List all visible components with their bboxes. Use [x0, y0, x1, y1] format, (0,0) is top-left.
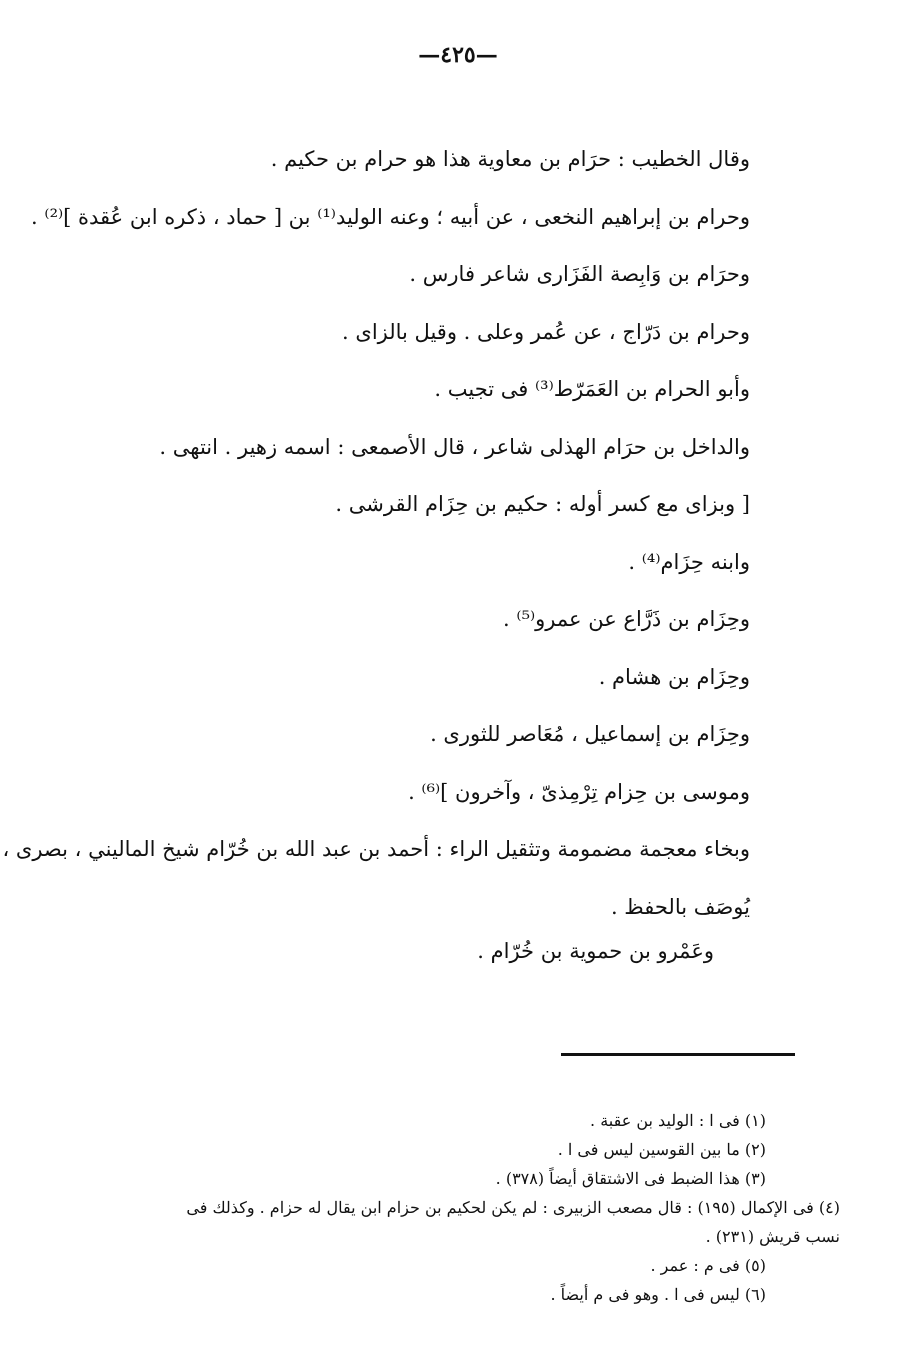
- footnote: (١) فى ا : الوليد بن عقبة .: [590, 1111, 766, 1130]
- text-line: وحرام بن إبراهيم النخعى ، عن أبيه ؛ وعنه الوليد⁽¹⁾ بن [ حماد ، ذكره ابن عُقدة ]⁽²⁾ .: [31, 204, 750, 229]
- text-line: والداخل بن حرَام الهذلى شاعر ، قال الأصمعى : اسمه زهير . انتهى .: [159, 434, 750, 459]
- footnote-divider: [561, 1053, 795, 1056]
- text-line: وموسى بن حِزام تِرْمِذىّ ، وآخرون ]⁽⁶⁾ .: [408, 779, 750, 804]
- text-line: وحِزَام بن ذَرَّاع عن عمرو⁽⁵⁾ .: [503, 607, 750, 631]
- text-line: وبخاء معجمة مضمومة وتثقيل الراء : أحمد بن عبد الله بن خُرّام شيخ الماليني ، بصرى ،: [2, 837, 750, 861]
- footnote: (٦) ليس فى ا . وهو فى م أيضاً .: [550, 1285, 766, 1304]
- main-text: [2, 134, 750, 983]
- text-line: وأبو الحرام بن العَمَرّط⁽³⁾ فى تجيب .: [434, 377, 750, 401]
- text-line: وعَمْرو بن حموية بن خُرّام .: [477, 938, 714, 963]
- text-line: وحرام بن دَرّاج ، عن عُمر وعلى . وقيل بالزاى .: [342, 319, 750, 344]
- footnotes: [66, 1106, 840, 1309]
- footnote: (٥) فى م : عمر .: [650, 1256, 766, 1275]
- text-line: وقال الخطيب : حرَام بن معاوية هذا هو حرام بن حكيم .: [270, 147, 750, 171]
- text-line: [ وبزاى مع كسر أوله : حكيم بن حِزَام القرشى .: [335, 492, 750, 516]
- text-line: وحِزَام بن إسماعيل ، مُعَاصر للثورى .: [430, 722, 750, 746]
- page-number: —٤٢٥—: [418, 42, 498, 68]
- footnote: (٢) ما بين القوسين ليس فى ا .: [557, 1140, 766, 1159]
- footnote: (٤) فى الإكمال (١٩٥) : قال مصعب الزبيرى : لم يكن لحكيم بن حزام ابن يقال له حزام . وكذلك فى: [186, 1198, 840, 1217]
- text-line: وحرَام بن وَابِصة الفَزَارى شاعر فارس .: [409, 262, 750, 286]
- footnote-continuation: نسب قريش (٢٣١) .: [705, 1227, 840, 1246]
- text-line: وحِزَام بن هشام .: [598, 664, 750, 689]
- text-line: يُوصَف بالحفظ .: [610, 894, 750, 919]
- text-line: وابنه حِزَام⁽⁴⁾ .: [628, 549, 750, 574]
- footnote: (٣) هذا الضبط فى الاشتقاق أيضاً (٣٧٨) .: [495, 1169, 766, 1188]
